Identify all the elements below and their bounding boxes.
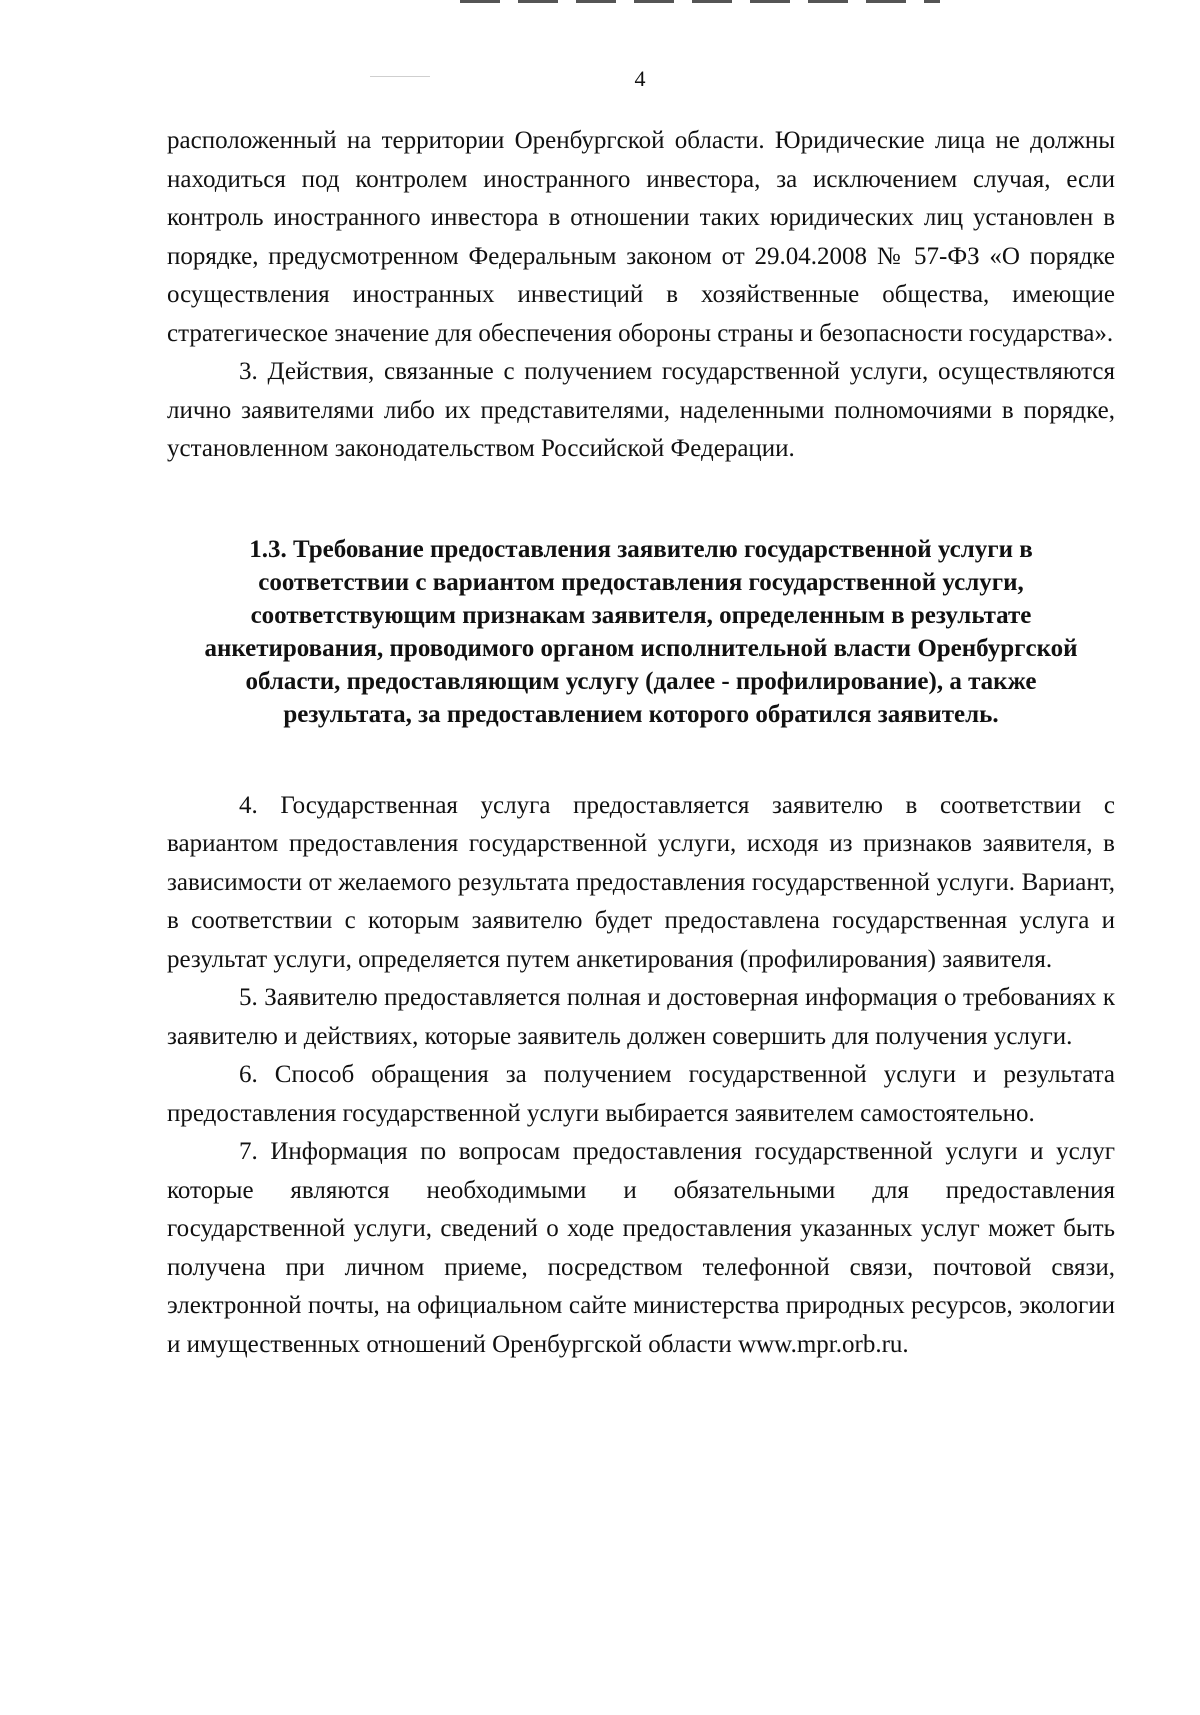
paragraph-5: 5. Заявителю предоставляется полная и достоверная информация о требованиях к заявителю и действиях, которые заявитель должен совершить для получения услуги. — [167, 984, 1115, 1050]
paragraph-4: 4. Государственная услуга предоставляется заявителю в соответствии с вариантом предоставления государственной услуги, исходя из признаков заявителя, в зависимости от желаемого результата предоставления государственной услуги. Вариант, в соответствии с которым заявителю будет предоставлена государственная услуга и результат услуги, определяется путем анкетирования (профилирования) заявителя. — [167, 791, 1115, 973]
document-body — [167, 122, 1115, 1364]
paragraph-3: 3. Действия, связанные с получением государственной услуги, осуществляются лично заявителями либо их представителями, наделенными полномочиями в порядке, установленном законодательством Российской Федерации. — [167, 358, 1115, 462]
section-heading-1-3: 1.3. Требование предоставления заявителю государственной услуги в соответствии с вариантом предоставления государственной услуги, соответствующим признакам заявителя, определенным в результате анкетирования, проводимого органом исполнительной власти Оренбургской области, предоставляющим услугу (далее - профилирование), а также результата, за предоставлением которого обратился заявитель. — [204, 535, 1078, 728]
scan-edge-marks — [460, 0, 940, 3]
paragraph-6: 6. Способ обращения за получением государственной услуги и результата предоставления государственной услуги выбирается заявителем самостоятельно. — [167, 1061, 1115, 1127]
scan-artifact — [370, 76, 430, 77]
page-number: 4 — [634, 66, 646, 91]
paragraph-7: 7. Информация по вопросам предоставления государственной услуги и услуг которые являются необходимыми и обязательными для предоставления государственной услуги, сведений о ходе предоставления указанных услуг может быть получена при личном приеме, посредством телефонной связи, почтовой связи, электронной почты, на официальном сайте министерства природных ресурсов, экологии и имущественных отношений Оренбургской области www.mpr.orb.ru. — [167, 1138, 1115, 1358]
paragraph-continuation: расположенный на территории Оренбургской области. Юридические лица не должны находиться под контролем иностранного инвестора, за исключением случая, если контроль иностранного инвестора в отношении таких юридических лиц установлен в порядке, предусмотренном Федеральным законом от 29.04.2008 № 57-ФЗ «О порядке осуществления иностранных инвестиций в хозяйственные общества, имеющие стратегическое значение для обеспечения обороны страны и безопасности государства». — [167, 127, 1115, 347]
